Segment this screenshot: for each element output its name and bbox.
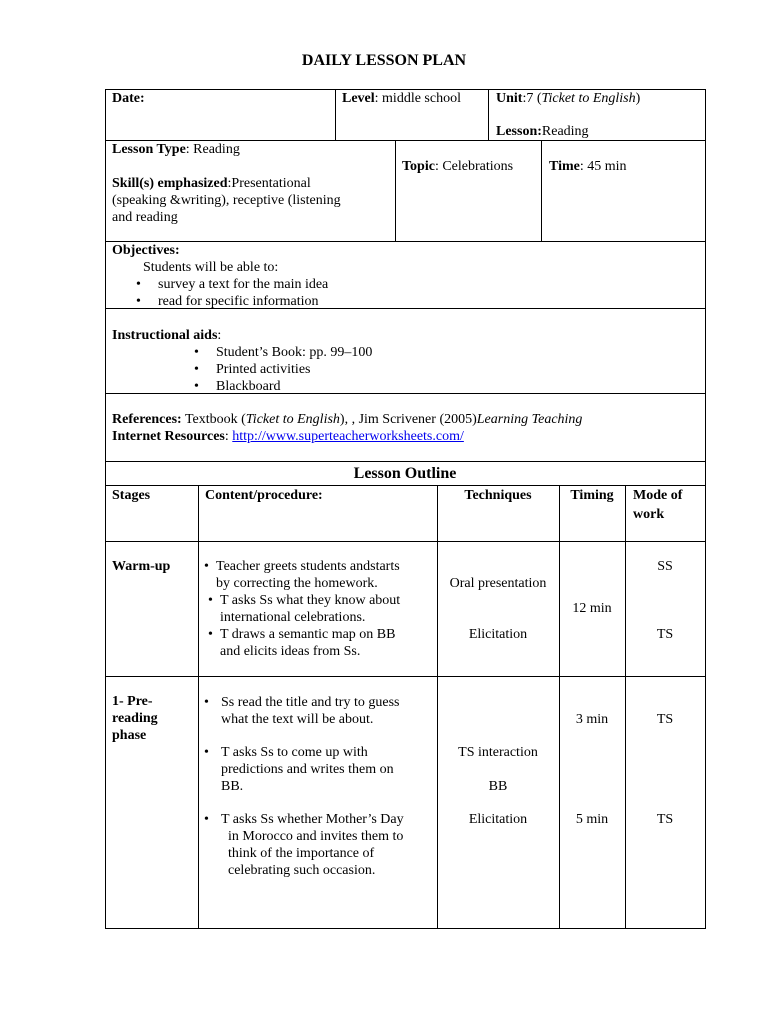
references-line	[112, 411, 582, 428]
warmup-item-3-line2: and elicits ideas from Ss.	[220, 644, 361, 659]
time-value: : 45 min	[579, 159, 627, 174]
prereading-item-1-line1: Ss read the title and try to guess	[221, 695, 400, 710]
prereading-mode-2: TS	[656, 812, 674, 827]
col-content: Content/procedure:	[205, 488, 323, 503]
topic-value: : Celebrations	[434, 159, 514, 174]
aids-label: Instructional aids	[112, 328, 218, 343]
prereading-technique-2: BB	[488, 779, 508, 794]
outline-heading: Lesson Outline	[353, 465, 457, 482]
warmup-technique-1: Oral presentation	[449, 576, 547, 591]
col-techniques: Techniques	[464, 488, 532, 503]
col-mode-2: work	[633, 507, 665, 522]
skills-line3: and reading	[112, 210, 178, 225]
aids-field	[112, 327, 221, 344]
prereading-item-2-line3: BB.	[221, 779, 244, 794]
skills-line1: :Presentational	[227, 176, 311, 191]
skills-field	[112, 175, 311, 192]
unit-value-pre: :7 (	[522, 91, 542, 106]
lesson-value: Reading	[541, 124, 589, 139]
warmup-item-1-line1: Teacher greets students andstarts	[216, 559, 400, 574]
references-text-pre: Textbook (	[181, 412, 246, 427]
prereading-mode-1: TS	[656, 712, 674, 727]
warmup-mode-1: SS	[657, 559, 673, 574]
list-item: • read for specific information	[158, 293, 328, 310]
references-book: Ticket to English	[245, 412, 340, 427]
lesson-type-value: : Reading	[185, 142, 240, 157]
objectives-label: Objectives:	[112, 243, 180, 258]
warmup-item-3-line1: T draws a semantic map on BB	[220, 627, 396, 642]
bullet-icon: •	[204, 745, 209, 760]
warmup-timing: 12 min	[572, 601, 612, 616]
internet-colon: :	[224, 429, 233, 444]
prereading-technique-3: Elicitation	[468, 812, 528, 827]
unit-field	[496, 90, 640, 107]
references-book2: Learning Teaching	[476, 412, 583, 427]
col-timing: Timing	[570, 488, 614, 503]
date-label: Date:	[112, 91, 145, 106]
unit-label: Unit	[496, 91, 523, 106]
prereading-item-3-line1: T asks Ss whether Mother’s Day	[221, 812, 404, 827]
page-title: DAILY LESSON PLAN	[301, 52, 467, 69]
unit-book: Ticket to English	[541, 91, 636, 106]
unit-value-post: )	[635, 91, 641, 106]
level-field	[342, 90, 461, 107]
prereading-item-2-line2: predictions and writes them on	[221, 762, 394, 777]
skills-label: Skill(s) emphasized	[112, 176, 228, 191]
stage-warmup: Warm-up	[112, 559, 171, 574]
objectives-intro: Students will be able to:	[143, 260, 279, 275]
bullet-icon: •	[204, 812, 209, 827]
objectives-list	[158, 276, 328, 310]
stage-prereading-line1: 1- Pre-	[112, 694, 153, 709]
stage-prereading-line3: phase	[112, 728, 147, 743]
aids-colon: :	[217, 328, 222, 343]
time-field	[549, 158, 627, 175]
bullet-icon: •	[204, 559, 209, 574]
skills-line2: (speaking &writing), receptive (listening	[112, 193, 341, 208]
col-mode: Mode of	[633, 488, 683, 503]
bullet-icon: •	[208, 627, 213, 642]
level-label: Level	[342, 91, 375, 106]
list-item: • Student’s Book: pp. 99–100	[216, 344, 372, 361]
internet-label: Internet Resources	[112, 429, 225, 444]
prereading-technique-1: TS interaction	[458, 745, 538, 760]
references-label: References:	[112, 412, 182, 427]
prereading-item-3-line4: celebrating such occasion.	[228, 863, 376, 878]
lesson-type-label: Lesson Type	[112, 142, 186, 157]
list-item: • Printed activities	[216, 361, 372, 378]
internet-line	[112, 428, 464, 445]
references-text-mid: ), , Jim Scrivener (2005)	[339, 412, 477, 427]
topic-label: Topic	[402, 159, 435, 174]
list-item: • survey a text for the main idea	[158, 276, 328, 293]
internet-link[interactable]: http://www.superteacherworksheets.com/	[232, 429, 464, 444]
stage-prereading-line2: reading	[112, 711, 158, 726]
level-value: : middle school	[374, 91, 461, 106]
prereading-timing-1: 3 min	[575, 712, 609, 727]
aids-list	[216, 344, 372, 395]
warmup-item-2-line1: T asks Ss what they know about	[220, 593, 401, 608]
prereading-item-3-line3: think of the importance of	[228, 846, 375, 861]
prereading-item-1-line2: what the text will be about.	[221, 712, 374, 727]
lesson-label: Lesson:	[496, 124, 542, 139]
warmup-item-1-line2: by correcting the homework.	[216, 576, 378, 591]
warmup-technique-2: Elicitation	[468, 627, 528, 642]
prereading-item-3-line2: in Morocco and invites them to	[228, 829, 404, 844]
lesson-field	[496, 123, 589, 140]
lesson-type-field	[112, 141, 240, 158]
bullet-icon: •	[204, 695, 209, 710]
warmup-mode-2: TS	[656, 627, 674, 642]
time-label: Time	[549, 159, 580, 174]
prereading-item-2-line1: T asks Ss to come up with	[221, 745, 368, 760]
bullet-icon: •	[208, 593, 213, 608]
list-item: • Blackboard	[216, 378, 372, 395]
warmup-item-2-line2: international celebrations.	[220, 610, 366, 625]
topic-field	[402, 158, 513, 175]
prereading-timing-2: 5 min	[575, 812, 609, 827]
col-stages: Stages	[112, 488, 151, 503]
